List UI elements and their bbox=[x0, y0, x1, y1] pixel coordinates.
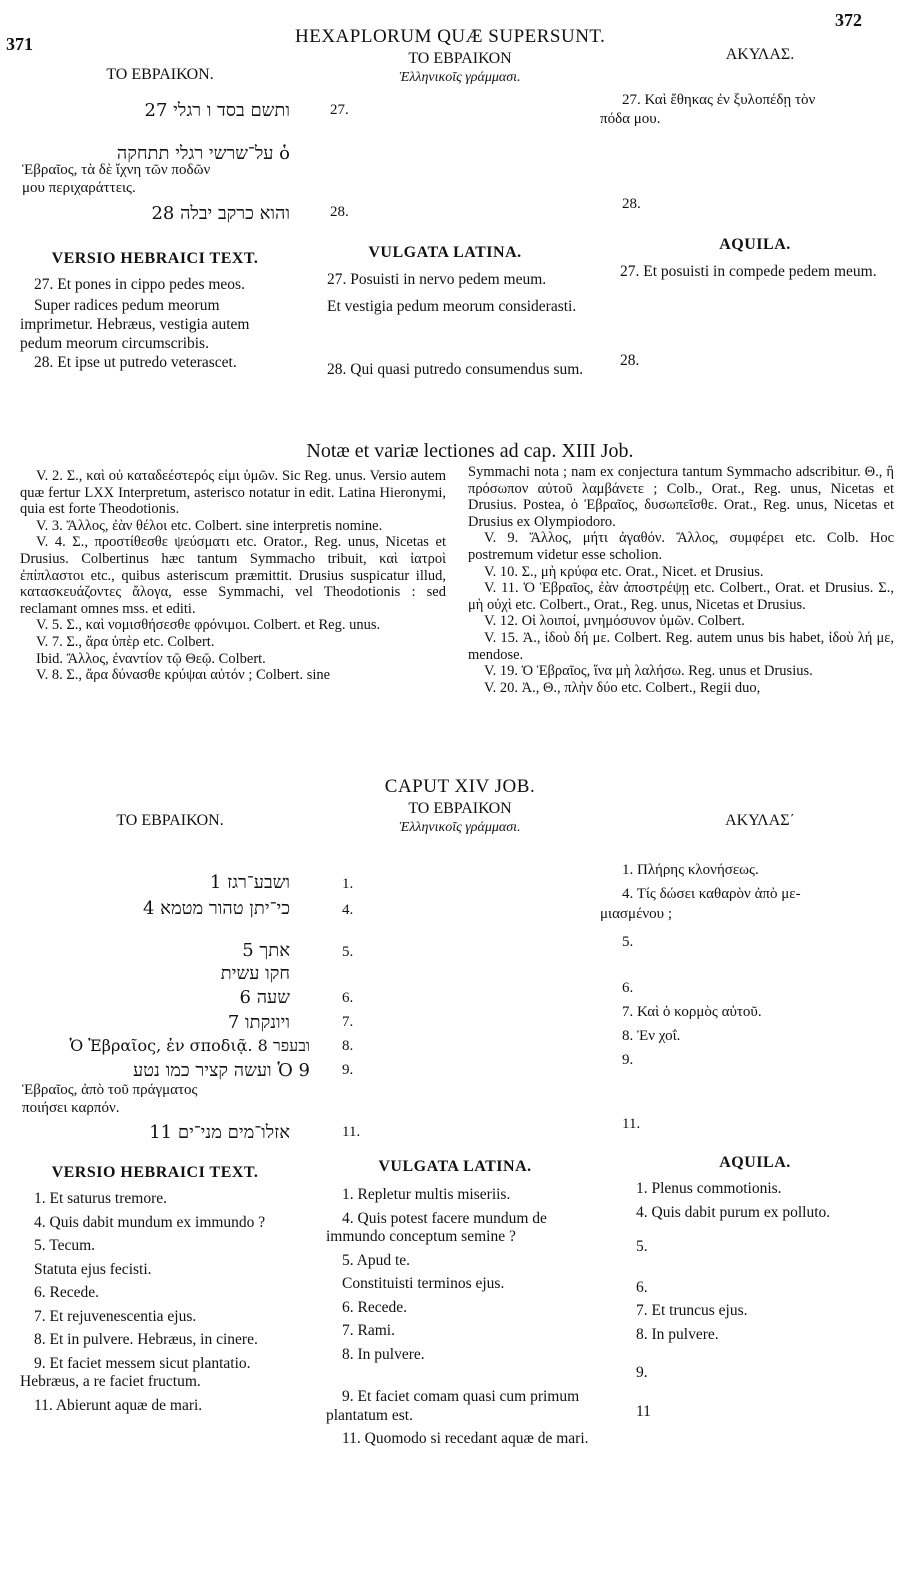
caput-aq-6: 6. bbox=[622, 980, 634, 996]
caput-aquila-8: 8. In pulvere. bbox=[636, 1325, 719, 1343]
caput-versio-7: 7. Et rejuvenescentia ejus. bbox=[34, 1307, 197, 1325]
caput-aq-9: 9. bbox=[622, 1052, 634, 1068]
notes-title: Notæ et variæ lectiones ad cap. XIII Job. bbox=[306, 440, 634, 462]
note-v7: V. 7. Σ., ἄρα ὑπὲρ etc. Colbert. bbox=[36, 633, 215, 650]
versio-27: 27. Et pones in cippo pedes meos. bbox=[34, 276, 245, 293]
caput-aquila-11: 11 bbox=[636, 1402, 651, 1420]
caput-aq-8: 8. Ἐν χοΐ. bbox=[622, 1028, 681, 1044]
caput-versio-5: 5. Tecum. bbox=[34, 1237, 96, 1254]
notes-right-column bbox=[468, 464, 894, 696]
caput-vulgata-11: 11. Quomodo si recedant aquæ de mari. bbox=[342, 1430, 589, 1447]
caput-versio-1: 1. Et saturus tremore. bbox=[34, 1190, 168, 1207]
caput-heb-9: Ὁ 9 ועשה קציר כמו נטע bbox=[132, 1060, 310, 1081]
caput-title: CAPUT XIV JOB. bbox=[384, 776, 536, 797]
caput-versio-9: 9. Et faciet messem sicut plantatio. Hebræus, a re faciet fructum. bbox=[20, 1354, 251, 1390]
caput-heb-1: ושבע־רגז 1 bbox=[209, 872, 290, 893]
caput-vulgata-8: 8. In pulvere. bbox=[342, 1345, 425, 1363]
caput-greek-9b: ποιήσει καρπόν. bbox=[22, 1100, 120, 1116]
left-page-number: 371 bbox=[6, 34, 33, 54]
note-v7-ibid: Ibid. Ἄλλος, ἐναντίον τῷ Θεῷ. Colbert. bbox=[36, 650, 266, 667]
note-v2: V. 2. Σ., καὶ οὐ καταδεέστερός εἰμι ὑμῶν. Sic Reg. unus. Versio autem quæ fertur LXX Interpretum, asterisco notatur in edit. Latina Hieronymi, quia est forte Theodotionis. bbox=[20, 468, 446, 518]
caput-vulgata-5b: Constituisti terminos ejus. bbox=[342, 1275, 505, 1292]
caput-aquila-6: 6. bbox=[636, 1278, 648, 1296]
note-v10: V. 10. Σ., μὴ κρύφα etc. Orat., Nicet. et Drusius. bbox=[484, 563, 764, 580]
vulgata-27: 27. Posuisti in nervo pedem meum. bbox=[327, 271, 547, 288]
col2-num-28: 28. bbox=[330, 204, 349, 220]
caput-vulgata-7: 7. Rami. bbox=[342, 1322, 395, 1339]
caput-aquila-7: 7. Et truncus ejus. bbox=[636, 1302, 748, 1319]
aquila-27b: πόδα μου. bbox=[600, 111, 661, 127]
caput-aquila-4: 4. Quis dabit purum ex polluto. bbox=[636, 1203, 831, 1221]
hebrew-line-27b: ὁ על־שרשי רגלי תתחקה bbox=[116, 143, 290, 164]
versio-28: 28. Et ipse ut putredo veterascet. bbox=[34, 354, 237, 371]
hebrew-line-27: ותשם בסד ו רגלי 27 bbox=[144, 100, 290, 121]
right-page-number: 372 bbox=[835, 10, 862, 30]
vulgata-heading: VULGATA LATINA. bbox=[368, 244, 522, 261]
caput-aq-4: 4. Τίς δώσει καθαρὸν ἀπὸ με- bbox=[622, 886, 801, 902]
note-cont: Symmachi nota ; nam ex conjectura tantum Symmacho adscribitur. Θ., ἢ πρόσωπον αὐτοῦ λαμβάνετε ; Colb., Orat., Reg. unus, Nicetas et Drusius. Postea, ὁ Ἑβραῖος, δυσωπεῖσθε. Orat., Reg. unus, Nicetas et Drusius ex Olympiodoro. bbox=[468, 464, 894, 530]
caput-heb-5b: חקו עשית bbox=[220, 963, 290, 984]
aquila-27a: 27. Καὶ ἔθηκας ἐν ξυλοπέδῃ τὸν bbox=[622, 92, 816, 108]
note-v12: V. 12. Οἱ λοιποί, μνημόσυνον ὑμῶν. Colbert. bbox=[484, 613, 745, 630]
caput-aquila-heading: AQUILA. bbox=[719, 1154, 791, 1171]
note-v4: V. 4. Σ., προστίθεσθε ψεύσματι etc. Orator., Reg. unus, Nicetas et Drusius. Colbertinus hæc tantum Symmacho tribuit, καὶ ἰατροὶ ἐπίπλαστοι etc., quibus asteriscum præmittit. Drusius suspicatur illud, κατασκευάζοντες ἄλογα, esse Symmachi, vel Theodotionis : sed reclamant omnes mss. et editi. bbox=[20, 534, 446, 617]
caput-col2-6: 6. bbox=[342, 990, 354, 1006]
note-v20: V. 20. Ἀ., Θ., πλὴν δύο etc. Colbert., Regii duo, bbox=[484, 679, 761, 696]
caput-versio-heading: VERSIO HEBRAICI TEXT. bbox=[51, 1164, 259, 1181]
caput-col2-sub: Ἑλληνικοῖς γράμμασι. bbox=[399, 820, 521, 835]
caput-versio-4: 4. Quis dabit mundum ex immundo ? bbox=[34, 1213, 266, 1231]
caput-versio-11: 11. Abierunt aquæ de mari. bbox=[34, 1396, 203, 1414]
caput-heb-6: שעה 6 bbox=[239, 987, 290, 1008]
caput-vulgata-4: 4. Quis potest facere mundum de immundo conceptum semine ? bbox=[326, 1209, 547, 1245]
caput-heb-11: אזלו־מים מני־ים 11 bbox=[149, 1122, 290, 1143]
col2-num-27: 27. bbox=[330, 102, 349, 118]
caput-col2-8: 8. bbox=[342, 1038, 354, 1054]
caput-heb-8: Ὁ Ἑβραῖος, ἐν σποδιᾷ. 8 ובעפר bbox=[69, 1036, 310, 1055]
caput-heb-7: ויונקתו 7 bbox=[227, 1012, 290, 1033]
caput-vulgata-1: 1. Repletur multis miseriis. bbox=[342, 1186, 511, 1203]
vulgata-27b: Et vestigia pedum meorum considerasti. bbox=[327, 298, 577, 315]
col1-head: ΤΟ ΕΒΡΑΙΚΟΝ. bbox=[106, 66, 214, 83]
col3-head: ΑΚΥΛΑΣ. bbox=[725, 46, 795, 63]
caput-aq-5: 5. bbox=[622, 934, 634, 950]
caput-aquila-text bbox=[636, 1180, 906, 1421]
versio-27b: Super radices pedum meorum imprimetur. Hebræus, vestigia autem pedum meorum circumscribis. bbox=[20, 297, 250, 352]
running-head: HEXAPLORUM QUÆ SUPERSUNT. bbox=[295, 26, 606, 47]
caput-vulgata-6: 6. Recede. bbox=[342, 1298, 407, 1316]
col2-sub: Ἑλληνικοῖς γράμμασι. bbox=[399, 70, 521, 85]
caput-col2-11: 11. bbox=[342, 1124, 361, 1140]
col2-head: ΤΟ ΕΒΡΑΙΚΟΝ bbox=[408, 50, 512, 67]
caput-col2-5: 5. bbox=[342, 944, 354, 960]
aquila-latin-28: 28. bbox=[620, 352, 640, 369]
caput-vulgata-5: 5. Apud te. bbox=[342, 1251, 411, 1269]
note-v5: V. 5. Σ., καὶ νομισθήσεσθε φρόνιμοι. Colbert. et Reg. unus. bbox=[36, 617, 381, 634]
caput-col1-head: ΤΟ ΕΒΡΑΙΚΟΝ. bbox=[116, 812, 224, 829]
caput-aq-1: 1. Πλήρης κλονήσεως. bbox=[622, 862, 759, 878]
caput-versio-text bbox=[20, 1190, 310, 1415]
caput-vulgata-text bbox=[326, 1186, 606, 1449]
aquila-latin-27: 27. Et posuisti in compede pedem meum. bbox=[620, 263, 877, 280]
caput-col2-9: 9. bbox=[342, 1062, 354, 1078]
caput-aquila-1: 1. Plenus commotionis. bbox=[636, 1180, 782, 1197]
versio-top-text bbox=[20, 275, 290, 372]
caput-col2-head: ΤΟ ΕΒΡΑΙΚΟΝ bbox=[408, 800, 512, 817]
caput-greek-9a: Ἑβραῖος, ἀπὸ τοῦ πράγματος bbox=[22, 1082, 198, 1098]
caput-aquila-5: 5. bbox=[636, 1238, 648, 1255]
caput-col2-4: 4. bbox=[342, 902, 354, 918]
greek-27-b2: μου περιχαράττεις. bbox=[22, 180, 136, 196]
greek-27-b1: Ἑβραῖος, τὰ δὲ ἴχνη τῶν ποδῶν bbox=[22, 162, 211, 178]
aquila-28: 28. bbox=[622, 196, 641, 212]
note-v15: V. 15. Ἀ., ἰδοὺ δή με. Colbert. Reg. autem unus bis habet, ἰδοὺ λή με, mendose. bbox=[468, 629, 894, 663]
caput-aq-11: 11. bbox=[622, 1116, 641, 1132]
note-v9: V. 9. Ἄλλος, μήτι ἀγαθόν. Ἄλλος, συμφέρει etc. Colb. Hoc postremum videtur esse scholion. bbox=[468, 530, 894, 563]
caput-col2-7: 7. bbox=[342, 1014, 354, 1030]
caput-heb-4: כי־יתן טהור מטמא 4 bbox=[143, 898, 290, 919]
caput-versio-5b: Statuta ejus fecisti. bbox=[34, 1260, 152, 1278]
caput-aquila-9: 9. bbox=[636, 1364, 648, 1381]
caput-heb-5: אתך 5 bbox=[242, 940, 290, 961]
note-v8: V. 8. Σ., ἄρα δύνασθε κρύψαι αὐτόν ; Colbert. sine bbox=[36, 667, 331, 684]
caput-col2-1: 1. bbox=[342, 876, 354, 892]
vulgata-top-text bbox=[307, 270, 587, 379]
caput-vulgata-heading: VULGATA LATINA. bbox=[378, 1158, 532, 1175]
notes-left-column bbox=[20, 468, 446, 684]
note-v11: V. 11. Ὁ Ἑβραῖος, ἐὰν ἀποστρέψῃ etc. Colbert., Orat. et Drusius. Σ., μὴ οὐχὶ etc. Colbert., Orat., Reg. unus, Nicetas et Drusius. bbox=[468, 580, 894, 613]
caput-versio-8: 8. Et in pulvere. Hebræus, in cinere. bbox=[34, 1331, 258, 1348]
caput-vulgata-9: 9. Et faciet comam quasi cum primum plantatum est. bbox=[326, 1388, 580, 1424]
caput-versio-6: 6. Recede. bbox=[34, 1284, 99, 1301]
aquila-top-text bbox=[600, 262, 880, 370]
vulgata-28: 28. Qui quasi putredo consumendus sum. bbox=[327, 361, 584, 378]
note-v19: V. 19. Ὁ Ἑβραῖος, ἵνα μὴ λαλήσω. Reg. unus et Drusius. bbox=[484, 663, 813, 680]
caput-col3-head: ΑΚΥΛΑΣ΄ bbox=[725, 812, 795, 829]
caput-aq-7: 7. Καὶ ὁ κορμὸς αὐτοῦ. bbox=[622, 1004, 762, 1020]
caput-aq-4b: μιασμένου ; bbox=[600, 906, 672, 922]
versio-heading: VERSIO HEBRAICI TEXT. bbox=[51, 250, 259, 267]
note-v3: V. 3. Ἄλλος, ἐὰν θέλοι etc. Colbert. sine interpretis nomine. bbox=[36, 517, 383, 534]
hebrew-line-28: והוא כרקב יבלה 28 bbox=[151, 203, 290, 224]
aquila-heading: AQUILA. bbox=[719, 236, 791, 253]
